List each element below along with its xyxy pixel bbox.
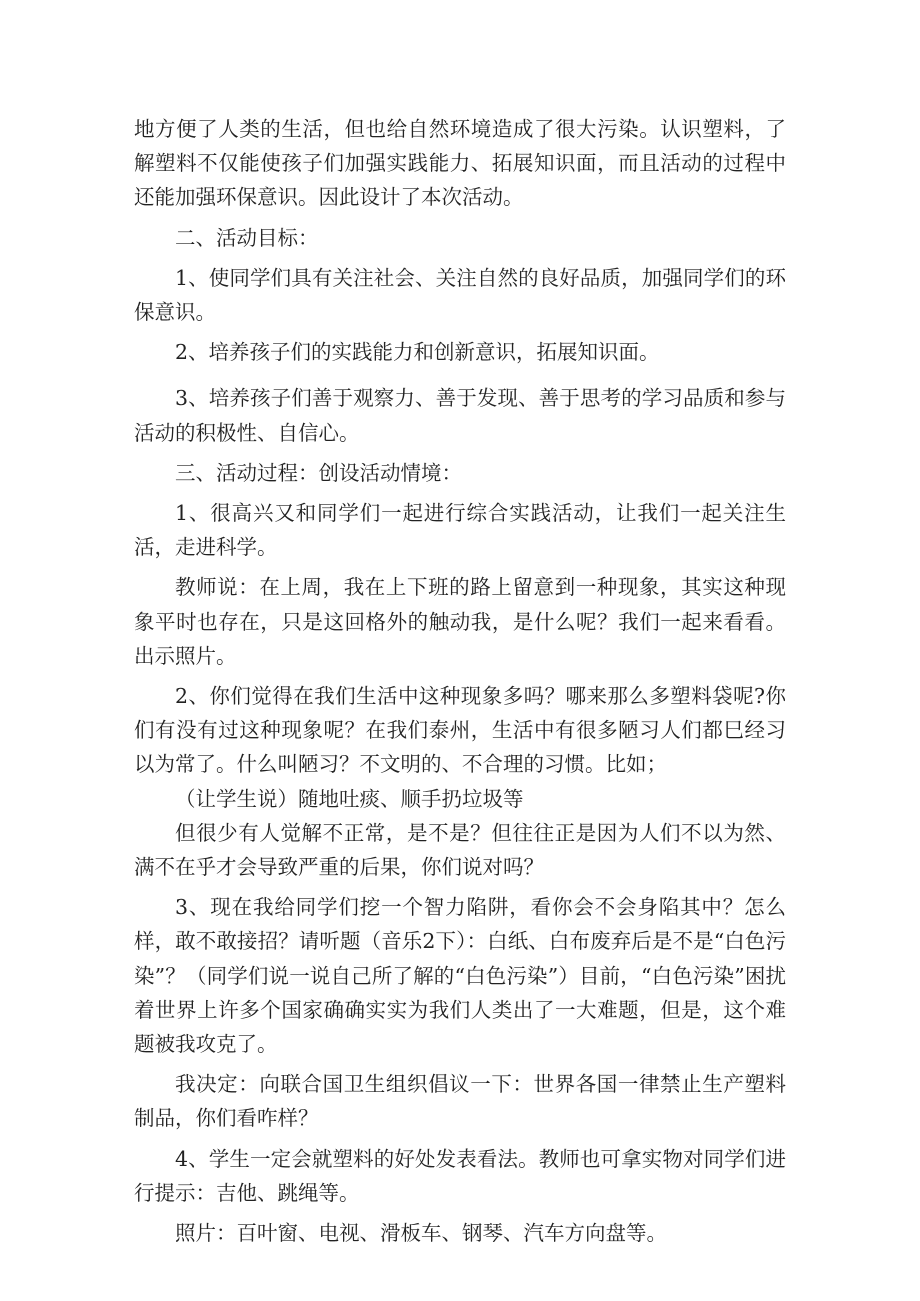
consequence-remark: 但很少有人觉解不正常，是不是？但往往正是因为人们不以为然、满不在乎才会导致严重的后果，你们说对吗？: [134, 820, 786, 880]
photo-list: 照片：百叶窗、电视、滑板车、钢琴、汽车方向盘等。: [175, 1221, 667, 1246]
goal-item-3: 3、培养孩子们善于观察力、善于发现、善于思考的学习品质和参与活动的积极性、自信心。: [134, 386, 786, 445]
paragraph-intro-continuation: 地方便了人类的生活，但也给自然环境造成了很大污染。认识塑料，了解塑料不仅能使孩子们加强实践能力、拓展知识面，而且活动的过程中还能加强环保意识。因此设计了本次活动。: [134, 117, 786, 210]
heading-activity-process: 三、活动过程：创设活动情境：: [175, 460, 462, 485]
teacher-proposal: 我决定：向联合国卫生组织倡议一下：世界各国一律禁止生产塑料制品，你们看咋样？: [134, 1072, 786, 1131]
teacher-speech: 教师说：在上周，我在上下班的路上留意到一种现象，其实这种现象平时也存在，只是这回格外的触动我，是什么呢？我们一起来看看。出示照片。: [134, 575, 786, 668]
process-step-1: 1、很高兴又和同学们一起进行综合实践活动，让我们一起关注生活，走进科学。: [134, 501, 786, 560]
student-examples: （让学生说）随地吐痰、顺手扔垃圾等: [175, 786, 524, 811]
process-step-3: 3、现在我给同学们挖一个智力陷阱，看你会不会身陷其中？怎么样，敢不敢接招？请听题（音乐2下）：白纸、白布废弃后是不是“白色污染”？（同学们说一说自己所了解的“白色污染”）目前，“白色污染”困扰着世界上许多个国家确确实实为我们人类出了一大难题，但是，这个难题被我攻克了。: [134, 895, 786, 1057]
process-step-4: 4、学生一定会就塑料的好处发表看法。教师也可拿实物对同学们进行提示：吉他、跳绳等。: [134, 1146, 786, 1205]
goal-item-1: 1、使同学们具有关注社会、关注自然的良好品质，加强同学们的环保意识。: [134, 265, 786, 325]
goal-item-2: 2、培养孩子们的实践能力和创新意识，拓展知识面。: [175, 340, 660, 365]
heading-activity-goals: 二、活动目标：: [175, 225, 319, 250]
process-step-2: 2、你们觉得在我们生活中这种现象多吗？哪来那么多塑料袋呢?你们有没有过这种现象呢？在我们泰州，生活中有很多陋习人们都巳经习以为常了。什么叫陋习？不文明的、不合理的习惯。比如；: [134, 684, 786, 777]
